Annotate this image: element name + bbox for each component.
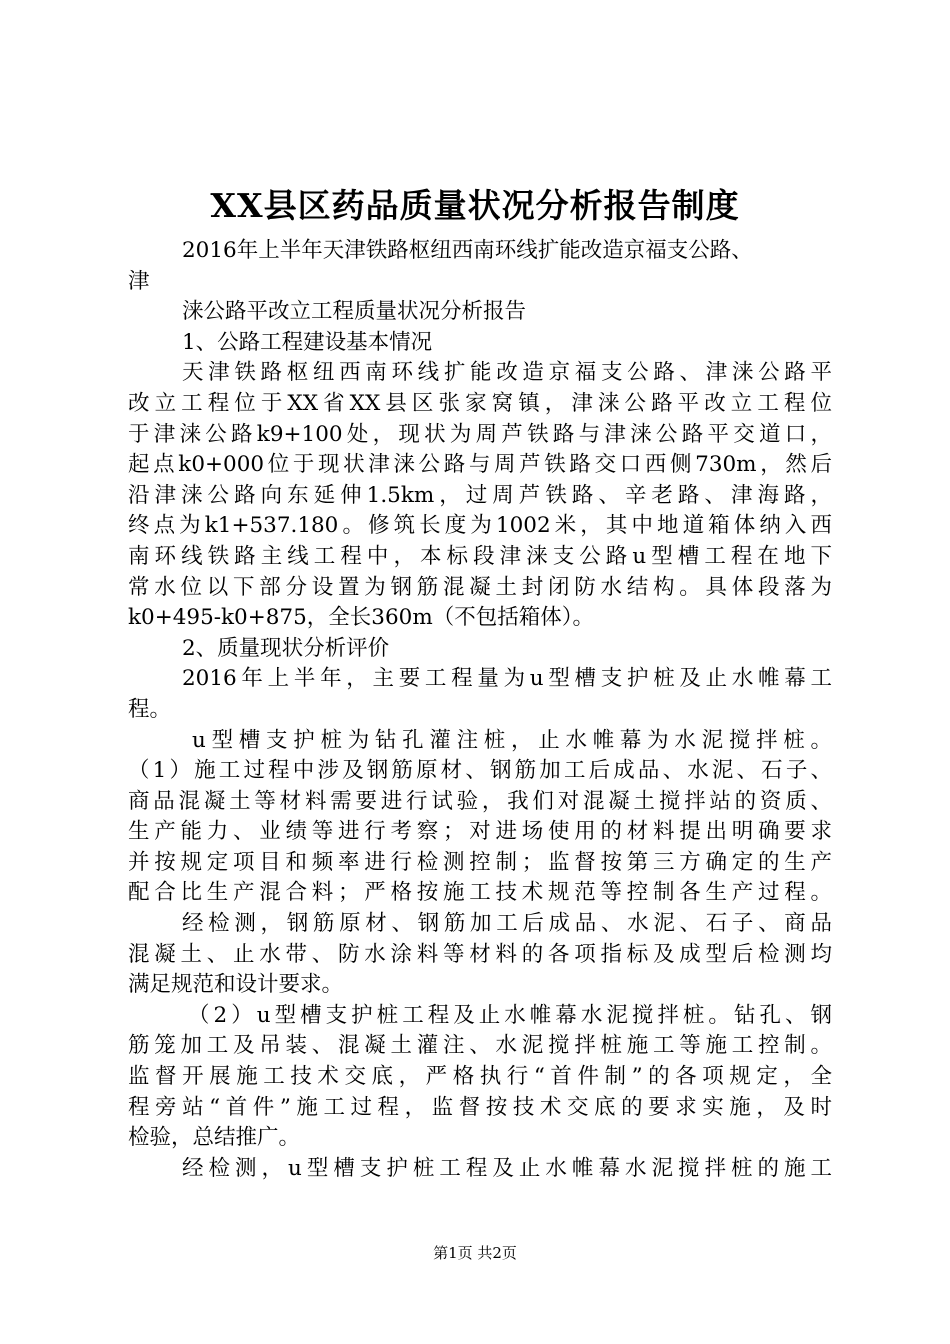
paragraph-line: 筋笼加工及吊装、混凝土灌注、水泥搅拌桩施工等施工控制。	[128, 1033, 832, 1059]
paragraph-line: 于津涞公路k9+100处，现状为周芦铁路与津涞公路平交道口，	[128, 421, 832, 447]
paragraph-line: 2016年上半年天津铁路枢纽西南环线扩能改造京福支公路、	[182, 238, 753, 263]
paragraph-line: 改立工程位于XX省XX县区张家窝镇，津涞公路平改立工程位	[128, 390, 832, 416]
paragraph-line: u型槽支护桩为钻孔灌注桩，止水帷幕为水泥搅拌桩。	[192, 727, 832, 753]
paragraph-line: 2、质量现状分析评价	[182, 635, 390, 661]
paragraph-line: 天津铁路枢纽西南环线扩能改造京福支公路、津涞公路平	[182, 360, 832, 386]
paragraph-line: 2016年上半年，主要工程量为u型槽支护桩及止水帷幕工	[182, 666, 832, 692]
document-title: XX县区药品质量状况分析报告制度	[210, 186, 740, 225]
paragraph-line: 起点k0+000位于现状津涞公路与周芦铁路交口西侧730m，然后	[128, 452, 832, 478]
page-footer: 第1页 共2页	[433, 1244, 517, 1262]
paragraph-line: 终点为k1+537.180。修筑长度为1002米，其中地道箱体纳入西	[128, 513, 832, 539]
paragraph-line: 1、公路工程建设基本情况	[182, 329, 433, 355]
paragraph-line: 生产能力、业绩等进行考察；对进场使用的材料提出明确要求	[128, 819, 832, 845]
paragraph-line: 南环线铁路主线工程中，本标段津涞支公路u型槽工程在地下	[128, 543, 832, 569]
paragraph-line: （1）施工过程中涉及钢筋原材、钢筋加工后成品、水泥、石子、	[128, 758, 832, 784]
paragraph-line: 常水位以下部分设置为钢筋混凝土封闭防水结构。具体段落为	[128, 574, 832, 600]
document-body	[128, 236, 832, 1184]
paragraph-line: 商品混凝土等材料需要进行试验，我们对混凝土搅拌站的资质、	[128, 788, 832, 814]
paragraph-line: k0+495-k0+875，全长360m（不包括箱体）。	[128, 605, 594, 631]
paragraph-line: 津	[128, 268, 150, 294]
paragraph-line: 混凝土、止水带、防水涂料等材料的各项指标及成型后检测均	[128, 941, 832, 967]
paragraph-line: 监督开展施工技术交底，严格执行“首件制”的各项规定，全	[128, 1064, 832, 1090]
paragraph-line: 并按规定项目和频率进行检测控制；监督按第三方确定的生产	[128, 849, 832, 875]
paragraph-line: 涞公路平改立工程质量状况分析报告	[182, 299, 527, 325]
paragraph-line: 经检测，u型槽支护桩工程及止水帷幕水泥搅拌桩的施工	[182, 1155, 832, 1181]
paragraph-line: 配合比生产混合料；严格按施工技术规范等控制各生产过程。	[128, 880, 832, 906]
paragraph-line: 检验，总结推广。	[128, 1125, 301, 1151]
paragraph-line: （2）u型槽支护桩工程及止水帷幕水泥搅拌桩。钻孔、钢	[188, 1002, 832, 1028]
paragraph-line: 沿津涞公路向东延伸1.5km，过周芦铁路、辛老路、津海路，	[128, 482, 832, 508]
paragraph-line: 经检测，钢筋原材、钢筋加工后成品、水泥、石子、商品	[182, 911, 832, 937]
paragraph-line: 程。	[128, 696, 172, 722]
paragraph-line: 满足规范和设计要求。	[128, 972, 344, 998]
paragraph-line: 程旁站“首件”施工过程，监督按技术交底的要求实施，及时	[128, 1094, 832, 1120]
